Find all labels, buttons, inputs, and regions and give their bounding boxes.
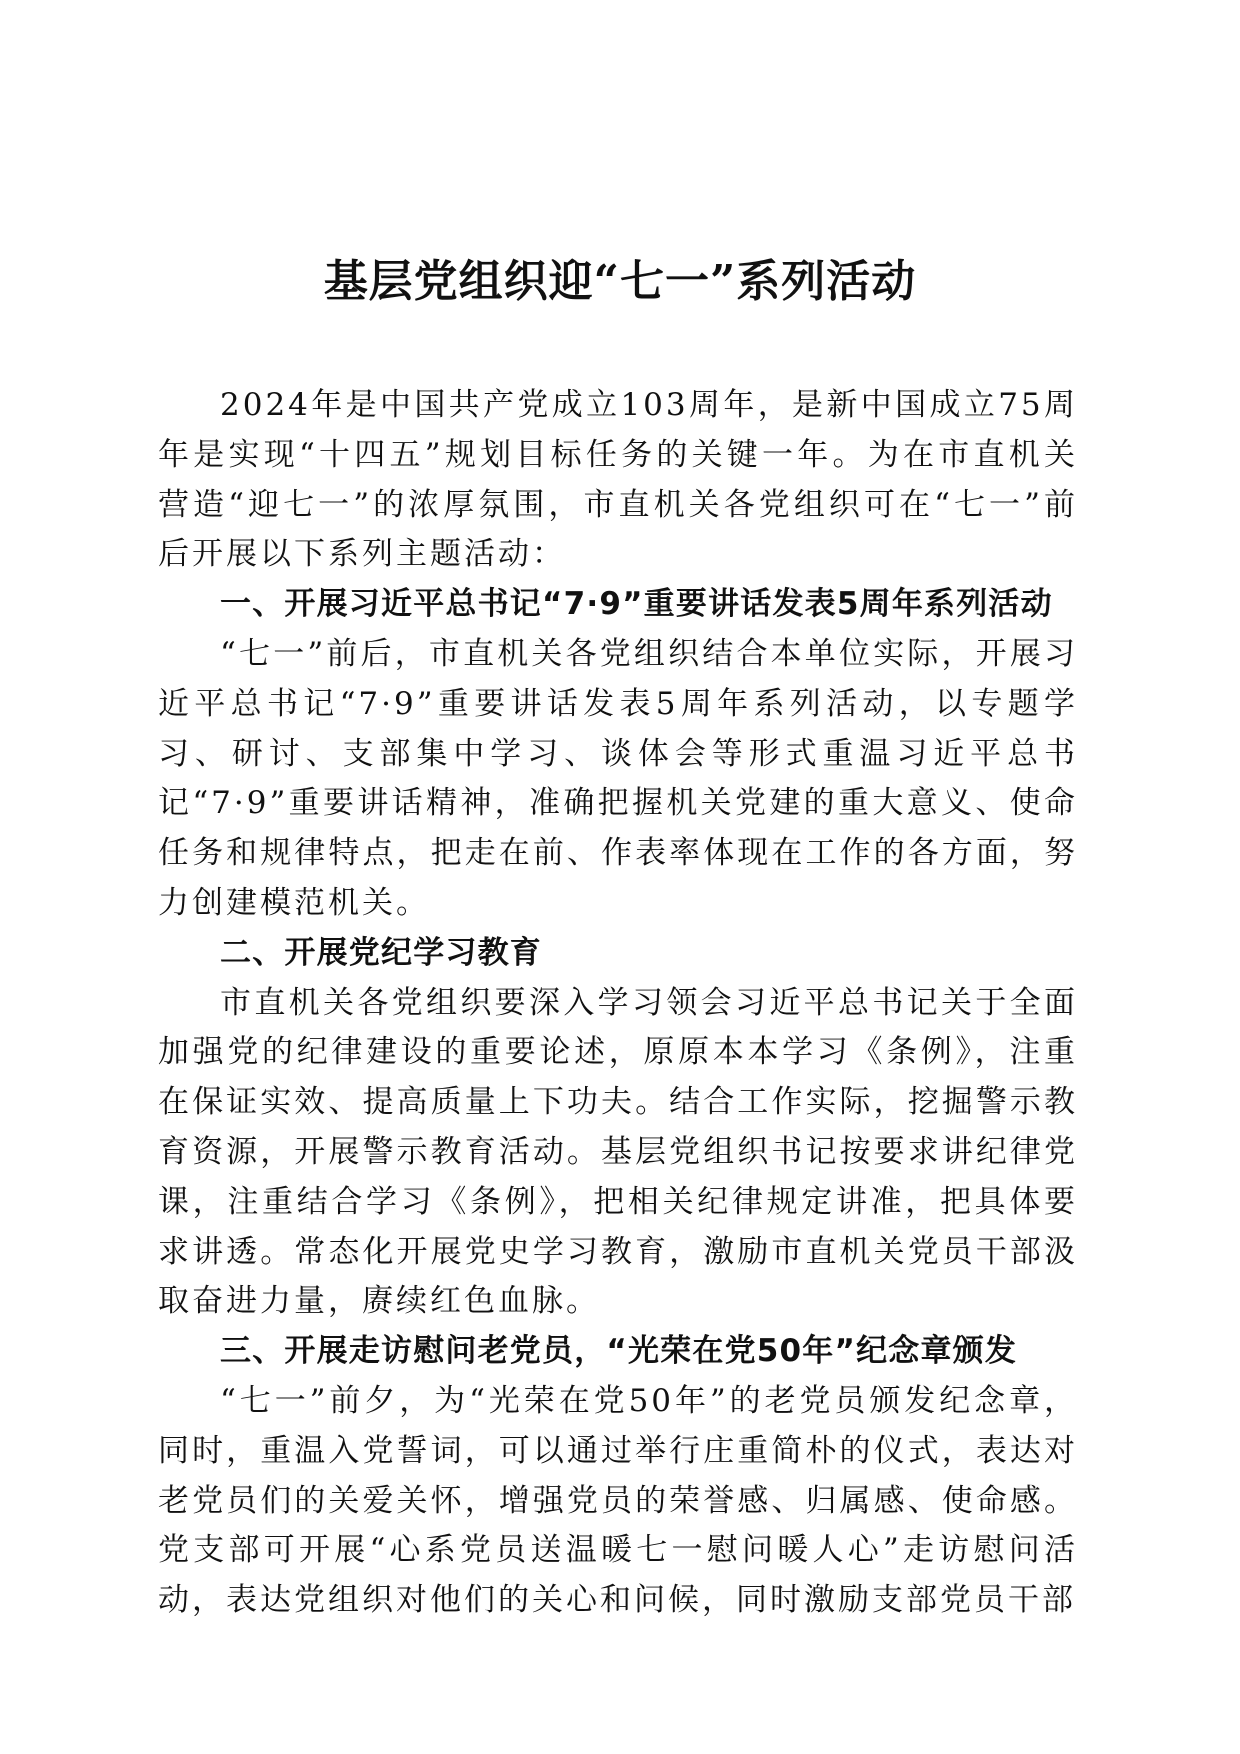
section-2-paragraph: 市直机关各党组织要深入学习领会习近平总书记关于全面加强党的纪律建设的重要论述，原原本本学习《条例》，注重在保证实效、提高质量上下功夫。结合工作实际，挖掘警示教育资源，开展警示教育活动。基层党组织书记按要求讲纪律党课，注重结合学习《条例》，把相关纪律规定讲准，把具体要求讲透。常态化开展党史学习教育，激励市直机关党员干部汲取奋进力量，赓续红色血脉。 (158, 984, 1078, 1320)
intro-paragraph: 2024年是中国共产党成立103周年，是新中国成立75周年是实现“十四五”规划目标任务的关键一年。为在市直机关营造“迎七一”的浓厚氛围，市直机关各党组织可在“七一”前后开展以下系列主题活动： (158, 387, 1078, 573)
section-1-heading: 一、开展习近平总书记“7·9”重要讲话发表5周年系列活动 (220, 586, 1053, 623)
section-3-paragraph: “七一”前夕，为“光荣在党50年”的老党员颁发纪念章，同时，重温入党誓词，可以通过举行庄重简朴的仪式，表达对老党员们的关爱关怀，增强党员的荣誉感、归属感、使命感。党支部可开展“心系党员送温暖七一慰问暖人心”走访慰问活动，表达党组织对他们的关心和问候，同时激励支部党员干部 (158, 1382, 1078, 1619)
document-title: 基层党组织迎“七一”系列活动 (323, 256, 917, 307)
section-2-heading: 二、开展党纪学习教育 (220, 934, 542, 971)
section-3-heading: 三、开展走访慰问老党员，“光荣在党50年”纪念章颁发 (220, 1333, 1018, 1370)
section-1-paragraph: “七一”前后，市直机关各党组织结合本单位实际，开展习近平总书记“7·9”重要讲话发表5周年系列活动，以专题学习、研讨、支部集中学习、谈体会等形式重温习近平总书记“7·9”重要讲话精神，准确把握机关党建的重大意义、使命任务和规律特点，把走在前、作表率体现在工作的各方面，努力创建模范机关。 (158, 635, 1078, 921)
document-body (158, 381, 1078, 1626)
